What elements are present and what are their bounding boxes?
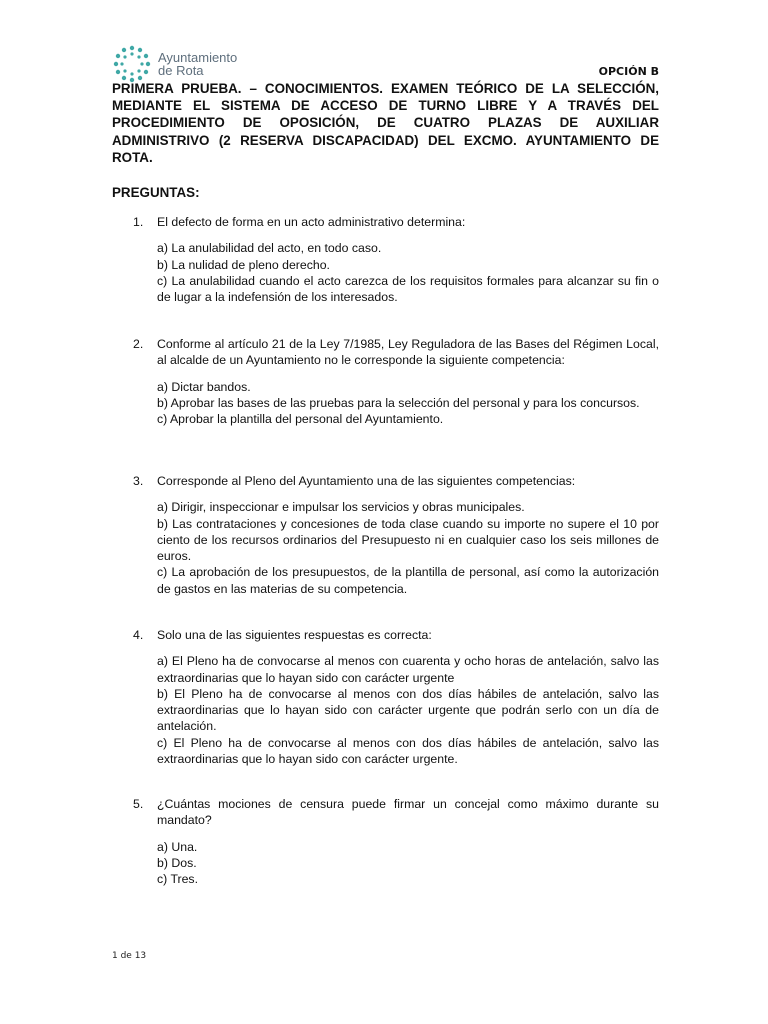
- logo-line-2: de Rota: [158, 63, 204, 78]
- logo-emblem-icon: [112, 44, 152, 84]
- answer-c: c) Tres.: [157, 872, 198, 887]
- answer-list: [157, 379, 659, 428]
- ayuntamiento-logo: [112, 44, 237, 84]
- question-text: ¿Cuántas mociones de censura puede firmar un concejal como máximo durante su mandato?: [157, 797, 659, 828]
- question-text: El defecto de forma en un acto administrativo determina:: [157, 215, 466, 229]
- question-2: [112, 336, 659, 427]
- answer-c: c) El Pleno ha de convocarse al menos con dos días hábiles de antelación, salvo las extraordinarias que lo hayan sido con carácter urgente.: [157, 735, 659, 767]
- question-number: 4.: [133, 628, 144, 642]
- answer-b: b) El Pleno ha de convocarse al menos con dos días hábiles de antelación, salvo las extraordinarias que lo hayan sido con carácter urgente que podrán serlo con un día de antelación.: [157, 686, 659, 734]
- answer-list: [157, 653, 659, 767]
- question-1: [112, 214, 659, 305]
- question-number: 1.: [133, 215, 144, 229]
- exam-title: PRIMERA PRUEBA. – CONOCIMIENTOS. EXAMEN TEÓRICO DE LA SELECCIÓN, MEDIANTE EL SISTEMA DE ACCESO DE TURNO LIBRE Y A TRAVÉS DEL PROCEDIMIENTO DE OPOSICIÓN, DE CUATRO PLAZAS DE AUXILIAR ADMINISTRIVO (2 RESERVA DISCAPACIDAD) DEL EXCMO. AYUNTAMIENTO DE ROTA.: [112, 81, 659, 165]
- question-3: [112, 473, 659, 597]
- page-indicator: 1 de 13: [112, 951, 147, 961]
- question-number: 3.: [133, 474, 144, 488]
- answer-a: a) Una.: [157, 839, 198, 854]
- answer-b: b) Dos.: [157, 855, 197, 870]
- answer-a: a) Dirigir, inspeccionar e impulsar los servicios y obras municipales.: [157, 500, 525, 515]
- answer-b: b) Las contrataciones y concesiones de toda clase cuando su importe no supere el 10 por ciento de los recursos ordinarios del Presupuesto ni en cualquier caso los seis millones de euros.: [157, 516, 659, 564]
- answer-list: [157, 240, 659, 305]
- answer-c: c) Aprobar la plantilla del personal del Ayuntamiento.: [157, 412, 444, 427]
- question-text: Corresponde al Pleno del Ayuntamiento una de las siguientes competencias:: [157, 474, 576, 488]
- question-4: [112, 627, 659, 767]
- answer-b: b) La nulidad de pleno derecho.: [157, 257, 330, 272]
- answer-a: a) Dictar bandos.: [157, 379, 251, 394]
- answer-b: b) Aprobar las bases de las pruebas para la selección del personal y para los concursos.: [157, 395, 640, 410]
- question-number: 5.: [133, 797, 144, 811]
- question-5: [112, 796, 659, 887]
- option-label: OPCIÓN B: [598, 65, 659, 78]
- question-number: 2.: [133, 337, 144, 351]
- answer-a: a) La anulabilidad del acto, en todo caso.: [157, 241, 382, 256]
- answer-list: [157, 839, 659, 888]
- answer-c: c) La anulabilidad cuando el acto carezca de los requisitos formales para alcanzar su fin o de lugar a la indefensión de los interesados.: [157, 273, 659, 305]
- answer-list: [157, 499, 659, 597]
- logo-wordmark: [158, 51, 237, 77]
- question-text: Solo una de las siguientes respuestas es correcta:: [157, 628, 432, 642]
- answer-c: c) La aprobación de los presupuestos, de la plantilla de personal, así como la autorización de gastos en las materias de su competencia.: [157, 565, 659, 596]
- section-heading: PREGUNTAS:: [112, 185, 200, 200]
- logo-line-1: Ayuntamiento: [158, 50, 238, 65]
- answer-a: a) El Pleno ha de convocarse al menos con cuarenta y ocho horas de antelación, salvo las extraordinarias que lo hayan sido con carácter urgente: [157, 654, 659, 685]
- question-text: Conforme al artículo 21 de la Ley 7/1985, Ley Reguladora de las Bases del Régimen Local, al alcalde de un Ayuntamiento no le corresponde la siguiente competencia:: [157, 337, 659, 368]
